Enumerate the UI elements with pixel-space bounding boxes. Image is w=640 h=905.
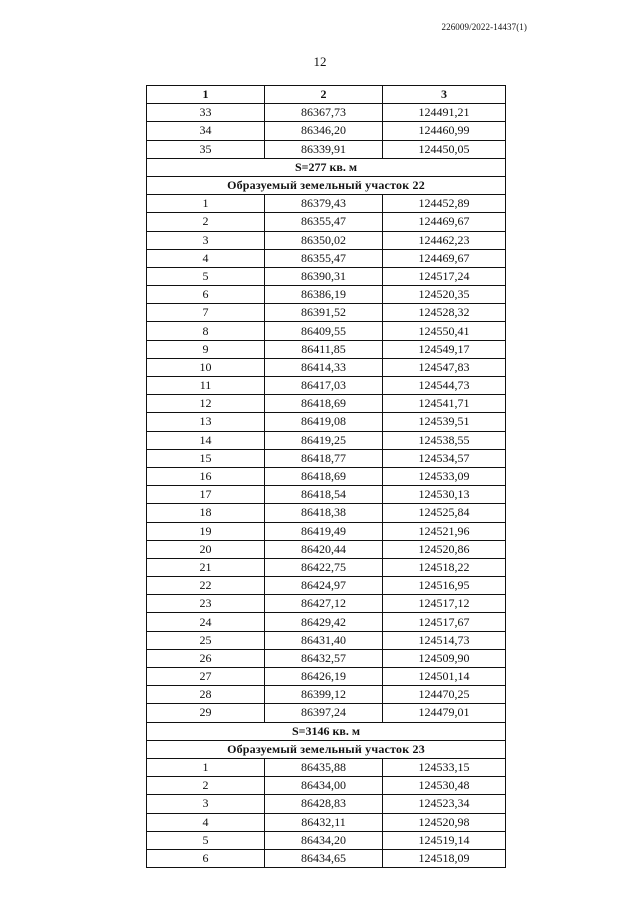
point-number: 6 (147, 286, 265, 304)
x-coordinate: 86418,77 (265, 449, 383, 467)
table-row (147, 104, 506, 122)
point-number: 21 (147, 558, 265, 576)
y-coordinate: 124517,12 (383, 595, 506, 613)
x-coordinate: 86426,19 (265, 668, 383, 686)
x-coordinate: 86435,88 (265, 758, 383, 776)
point-number: 23 (147, 595, 265, 613)
table-row (147, 486, 506, 504)
point-number: 20 (147, 540, 265, 558)
y-coordinate: 124533,15 (383, 758, 506, 776)
y-coordinate: 124518,09 (383, 849, 506, 867)
table-row (147, 686, 506, 704)
table-row (147, 304, 506, 322)
y-coordinate: 124501,14 (383, 668, 506, 686)
y-coordinate: 124450,05 (383, 140, 506, 158)
point-number: 14 (147, 431, 265, 449)
area-row (147, 722, 506, 740)
y-coordinate: 124520,35 (383, 286, 506, 304)
x-coordinate: 86355,47 (265, 213, 383, 231)
table-row (147, 377, 506, 395)
x-coordinate: 86418,38 (265, 504, 383, 522)
table-row (147, 758, 506, 776)
table-row (147, 631, 506, 649)
table-row (147, 467, 506, 485)
plot-title: Образуемый земельный участок 23 (147, 740, 506, 758)
x-coordinate: 86411,85 (265, 340, 383, 358)
area-value: S=277 кв. м (147, 158, 506, 176)
x-coordinate: 86414,33 (265, 358, 383, 376)
point-number: 29 (147, 704, 265, 722)
y-coordinate: 124491,21 (383, 104, 506, 122)
table-row (147, 613, 506, 631)
y-coordinate: 124538,55 (383, 431, 506, 449)
table-row (147, 358, 506, 376)
x-coordinate: 86434,20 (265, 831, 383, 849)
point-number: 5 (147, 831, 265, 849)
table-row (147, 558, 506, 576)
table-row (147, 704, 506, 722)
plot-title: Образуемый земельный участок 22 (147, 176, 506, 194)
x-coordinate: 86409,55 (265, 322, 383, 340)
table-row (147, 668, 506, 686)
point-number: 25 (147, 631, 265, 649)
table-row (147, 395, 506, 413)
point-number: 27 (147, 668, 265, 686)
point-number: 7 (147, 304, 265, 322)
table-row (147, 431, 506, 449)
x-coordinate: 86386,19 (265, 286, 383, 304)
column-header: 1 (147, 86, 265, 104)
y-coordinate: 124530,13 (383, 486, 506, 504)
point-number: 8 (147, 322, 265, 340)
x-coordinate: 86346,20 (265, 122, 383, 140)
y-coordinate: 124462,23 (383, 231, 506, 249)
x-coordinate: 86367,73 (265, 104, 383, 122)
point-number: 2 (147, 777, 265, 795)
table-row (147, 540, 506, 558)
table-row (147, 777, 506, 795)
point-number: 2 (147, 213, 265, 231)
point-number: 1 (147, 758, 265, 776)
point-number: 17 (147, 486, 265, 504)
x-coordinate: 86397,24 (265, 704, 383, 722)
y-coordinate: 124479,01 (383, 704, 506, 722)
point-number: 19 (147, 522, 265, 540)
y-coordinate: 124518,22 (383, 558, 506, 576)
point-number: 9 (147, 340, 265, 358)
y-coordinate: 124469,67 (383, 213, 506, 231)
table-row (147, 649, 506, 667)
table-row (147, 140, 506, 158)
point-number: 4 (147, 249, 265, 267)
area-value: S=3146 кв. м (147, 722, 506, 740)
table-row (147, 449, 506, 467)
y-coordinate: 124544,73 (383, 377, 506, 395)
x-coordinate: 86420,44 (265, 540, 383, 558)
point-number: 1 (147, 195, 265, 213)
x-coordinate: 86339,91 (265, 140, 383, 158)
y-coordinate: 124514,73 (383, 631, 506, 649)
x-coordinate: 86429,42 (265, 613, 383, 631)
column-header: 2 (265, 86, 383, 104)
point-number: 34 (147, 122, 265, 140)
table-body (147, 104, 506, 868)
y-coordinate: 124519,14 (383, 831, 506, 849)
y-coordinate: 124516,95 (383, 577, 506, 595)
y-coordinate: 124549,17 (383, 340, 506, 358)
point-number: 22 (147, 577, 265, 595)
table-header-row (147, 86, 506, 104)
table-row (147, 249, 506, 267)
table-row (147, 231, 506, 249)
x-coordinate: 86419,49 (265, 522, 383, 540)
point-number: 35 (147, 140, 265, 158)
x-coordinate: 86432,57 (265, 649, 383, 667)
point-number: 18 (147, 504, 265, 522)
point-number: 13 (147, 413, 265, 431)
plot-title-row (147, 176, 506, 194)
table-row (147, 595, 506, 613)
point-number: 4 (147, 813, 265, 831)
y-coordinate: 124534,57 (383, 449, 506, 467)
x-coordinate: 86418,54 (265, 486, 383, 504)
y-coordinate: 124523,34 (383, 795, 506, 813)
y-coordinate: 124520,98 (383, 813, 506, 831)
y-coordinate: 124550,41 (383, 322, 506, 340)
table-row (147, 813, 506, 831)
point-number: 6 (147, 849, 265, 867)
table-row (147, 849, 506, 867)
x-coordinate: 86391,52 (265, 304, 383, 322)
x-coordinate: 86432,11 (265, 813, 383, 831)
table-row (147, 267, 506, 285)
point-number: 3 (147, 795, 265, 813)
table-row (147, 122, 506, 140)
y-coordinate: 124517,24 (383, 267, 506, 285)
y-coordinate: 124460,99 (383, 122, 506, 140)
plot-title-row (147, 740, 506, 758)
page-number: 12 (313, 54, 327, 69)
y-coordinate: 124530,48 (383, 777, 506, 795)
point-number: 28 (147, 686, 265, 704)
table-row (147, 831, 506, 849)
point-number: 24 (147, 613, 265, 631)
y-coordinate: 124539,51 (383, 413, 506, 431)
y-coordinate: 124528,32 (383, 304, 506, 322)
x-coordinate: 86424,97 (265, 577, 383, 595)
column-header: 3 (383, 86, 506, 104)
y-coordinate: 124517,67 (383, 613, 506, 631)
x-coordinate: 86390,31 (265, 267, 383, 285)
point-number: 3 (147, 231, 265, 249)
y-coordinate: 124509,90 (383, 649, 506, 667)
y-coordinate: 124470,25 (383, 686, 506, 704)
x-coordinate: 86428,83 (265, 795, 383, 813)
y-coordinate: 124525,84 (383, 504, 506, 522)
table-row (147, 322, 506, 340)
y-coordinate: 124452,89 (383, 195, 506, 213)
x-coordinate: 86419,08 (265, 413, 383, 431)
x-coordinate: 86355,47 (265, 249, 383, 267)
point-number: 26 (147, 649, 265, 667)
x-coordinate: 86350,02 (265, 231, 383, 249)
coordinates-table (146, 85, 506, 868)
x-coordinate: 86427,12 (265, 595, 383, 613)
point-number: 11 (147, 377, 265, 395)
y-coordinate: 124541,71 (383, 395, 506, 413)
x-coordinate: 86379,43 (265, 195, 383, 213)
y-coordinate: 124533,09 (383, 467, 506, 485)
point-number: 10 (147, 358, 265, 376)
point-number: 12 (147, 395, 265, 413)
table-row (147, 213, 506, 231)
table-row (147, 340, 506, 358)
x-coordinate: 86418,69 (265, 467, 383, 485)
x-coordinate: 86399,12 (265, 686, 383, 704)
table-row (147, 522, 506, 540)
point-number: 16 (147, 467, 265, 485)
y-coordinate: 124469,67 (383, 249, 506, 267)
x-coordinate: 86434,00 (265, 777, 383, 795)
point-number: 5 (147, 267, 265, 285)
document-reference: 226009/2022-14437(1) (441, 22, 527, 32)
x-coordinate: 86434,65 (265, 849, 383, 867)
y-coordinate: 124547,83 (383, 358, 506, 376)
x-coordinate: 86419,25 (265, 431, 383, 449)
x-coordinate: 86417,03 (265, 377, 383, 395)
table-row (147, 795, 506, 813)
area-row (147, 158, 506, 176)
point-number: 33 (147, 104, 265, 122)
table-row (147, 195, 506, 213)
table-row (147, 413, 506, 431)
x-coordinate: 86431,40 (265, 631, 383, 649)
x-coordinate: 86422,75 (265, 558, 383, 576)
x-coordinate: 86418,69 (265, 395, 383, 413)
y-coordinate: 124521,96 (383, 522, 506, 540)
table-row (147, 504, 506, 522)
point-number: 15 (147, 449, 265, 467)
table-row (147, 577, 506, 595)
table-row (147, 286, 506, 304)
y-coordinate: 124520,86 (383, 540, 506, 558)
